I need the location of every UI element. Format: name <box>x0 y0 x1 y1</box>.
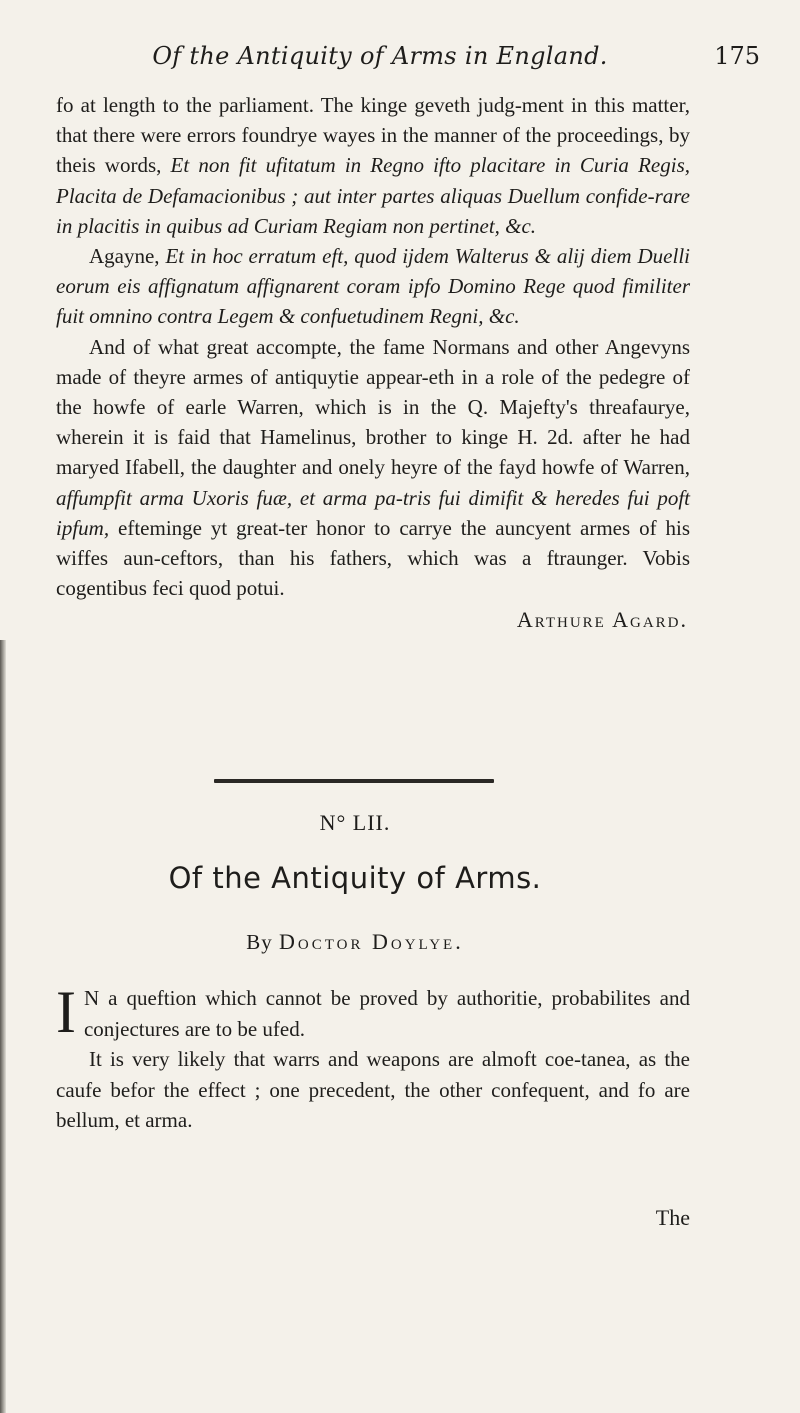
byline-prefix: By <box>246 930 273 954</box>
page-number: 175 <box>714 42 760 70</box>
text-run: N a queftion which cannot be proved by authoritie, probabilites and conjectures are to be ufed. <box>83 986 690 1041</box>
paragraph-judgment <box>56 90 690 241</box>
essay-paragraph-1 <box>56 979 690 1045</box>
essay-body <box>56 979 690 1136</box>
latin-quotation: Et in hoc erratum eft, quod ijdem Walterus & alij diem Duelli eorum eis affignatum affignarent coram ipfo Domino Rege quod fimiliter fuit omnino contra Legem & confuetudinem Regni, &c. <box>56 244 690 329</box>
text-run: efteminge yt great-ter honor to carrye the auncyent armes of his wiffes aun-ceftors, than his fathers, which was a ftraunger. Vobis cogentibus feci quod potui. <box>56 515 690 601</box>
byline <box>0 929 710 955</box>
section-number: N° LII. <box>319 810 391 835</box>
running-title: Of the Antiquity of Arms in England. <box>152 42 608 70</box>
drop-cap: I <box>56 979 76 1045</box>
letter-body <box>56 90 690 636</box>
paragraph-agayne <box>56 241 690 332</box>
catchword: The <box>655 1205 690 1230</box>
text-run: Agayne, <box>89 244 166 269</box>
binding-shadow <box>0 640 6 1413</box>
signature: Arthure Agard. <box>516 607 688 633</box>
paragraph-normans <box>56 332 690 604</box>
section-title: Of the Antiquity of Arms. <box>168 861 542 895</box>
page-header <box>60 42 760 82</box>
latin-quotation: affumpfit arma Uxoris fuæ, et arma pa-tris fui dimifit & heredes fui poft ipfum, <box>56 485 690 540</box>
essay-paragraph-2: It is very likely that warrs and weapons are almoft coe-tanea, as the caufe befor the effect ; one precedent, the other confequent, and fo are bellum, et arma. <box>56 1047 690 1132</box>
text-run: fo at length to the parliament. The kinge geveth judg-ment in this matter, that there were errors foundrye wayes in the manner of the proceedings, by theis words, <box>56 93 690 178</box>
author-name: Doctor Doylye. <box>279 929 464 954</box>
section-divider-rule <box>214 779 494 783</box>
latin-quotation: Et non fit ufitatum in Regno ifto placitare in Curia Regis, Placita de Defamacionibus ; aut inter partes aliquas Duellum confide-rare in placitis in quibus ad Curiam Regiam non pertinet, &c. <box>56 153 690 238</box>
text-run: And of what great accompte, the fame Normans and other Angevyns made of theyre armes of antiquytie appear-eth in a role of the pedegre of the howfe of earle Warren, which is in the Q. Majefty's threafaurye, wherein it is faid that Hamelinus, brother to kinge H. 2d. after he had maryed Ifabell, the daughter and onely heyre of the fayd howfe of Warren, <box>56 334 690 480</box>
